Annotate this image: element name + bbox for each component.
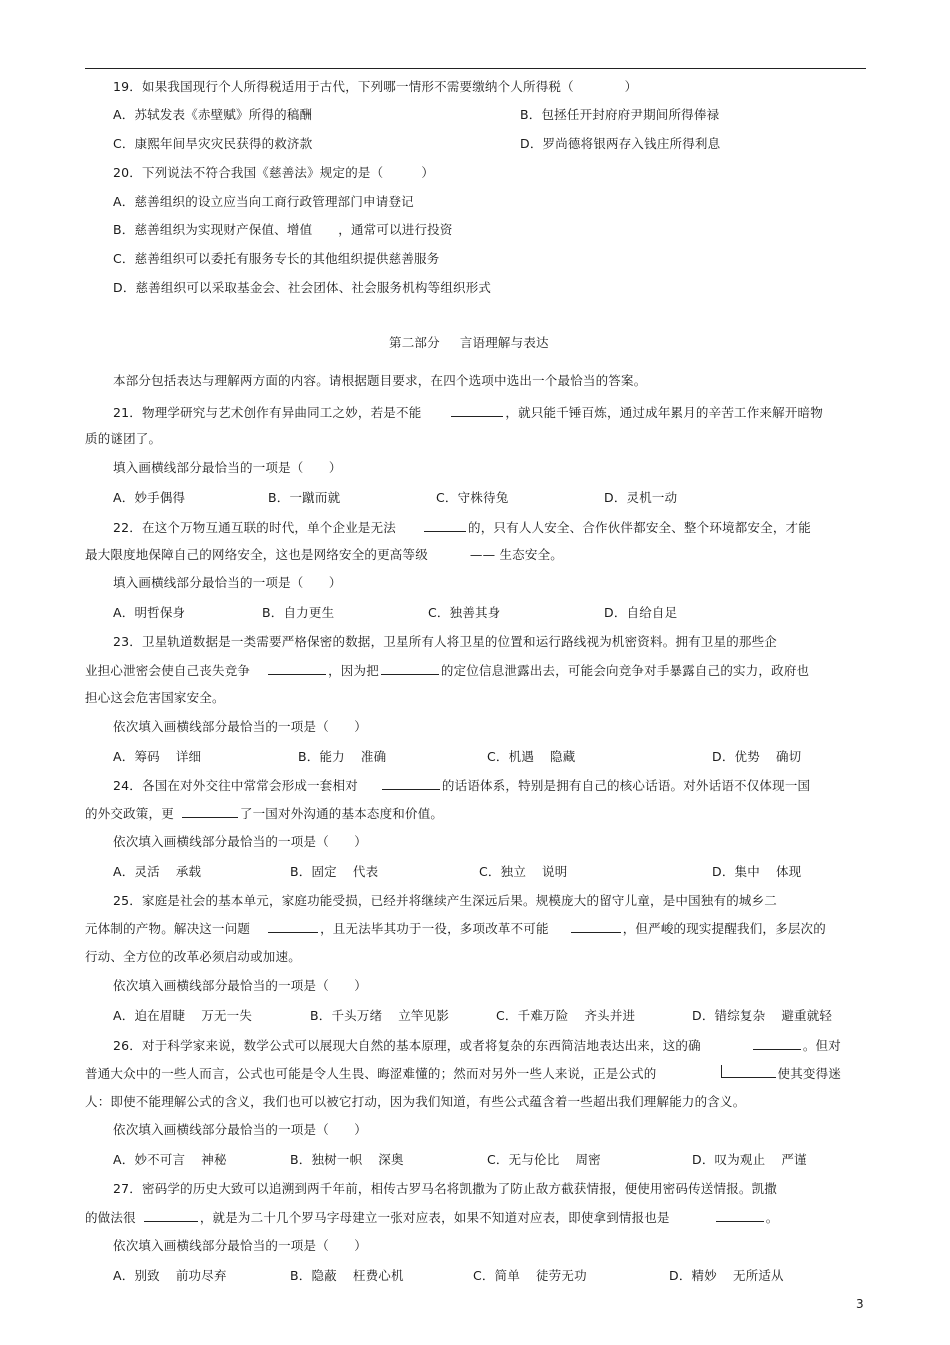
q27-option-a — [113, 1268, 227, 1284]
q26-c-word1: C．无与伦比 — [487, 1152, 560, 1167]
q22-text-2: 的，只有人人安全、合作伙伴都安全、整个环境都安全，才能 — [468, 520, 811, 535]
q20-stem: 20．下列说法不符合我国《慈善法》规定的是（ ） — [113, 165, 435, 180]
q27-text-2: 的做法很 — [85, 1210, 136, 1225]
q24-stem-line1 — [113, 777, 810, 794]
q22-blank — [424, 519, 466, 532]
q27-prompt: 依次填入画横线部分最恰当的一项是（ ） — [113, 1238, 368, 1253]
q24-d-word1: D．集中 — [712, 864, 760, 879]
q19-stem: 19．如果我国现行个人所得税适用于古代，下列哪一情形不需要缴纳个人所得税（ ） — [113, 79, 638, 94]
q26-prompt: 依次填入画横线部分最恰当的一项是（ ） — [113, 1122, 368, 1137]
q22-text-4: —— 生态安全。 — [469, 547, 563, 562]
q19-option-a: A．苏轼发表《赤壁赋》所得的稿酬 — [113, 107, 313, 122]
q20-option-a: A．慈善组织的设立应当向工商行政管理部门申请登记 — [113, 194, 414, 209]
q26-option-d — [692, 1152, 807, 1168]
q26-text-1: 26．对于科学家来说，数学公式可以展现大自然的基本原理，或者将复杂的东西简洁地表达出来，这的确 — [113, 1038, 701, 1053]
q26-blank-1 — [753, 1037, 801, 1050]
q24-blank-1 — [382, 777, 440, 790]
q26-c-word2: 周密 — [575, 1152, 601, 1167]
q25-a-word1: A．迫在眉睫 — [113, 1008, 186, 1023]
q20-option-b — [113, 222, 453, 238]
q25-text-4: ，但严峻的现实提醒我们，多层次的 — [622, 921, 826, 936]
q27-stem-line2 — [85, 1209, 778, 1226]
q26-a-word2: 神秘 — [201, 1152, 227, 1167]
q25-text-3: ，且无法毕其功于一役，多项改革不可能 — [320, 921, 549, 936]
q26-text-2: 。但对 — [802, 1038, 841, 1053]
q26-b-word2: 深奥 — [378, 1152, 404, 1167]
q21-text-2: ，就只能千锤百炼，通过成年累月的辛苦工作来解开暗物 — [505, 405, 823, 420]
q25-option-b — [310, 1008, 449, 1024]
q26-option-c — [487, 1152, 601, 1168]
q23-d-word2: 确切 — [775, 749, 802, 764]
q24-c-word1: C．独立 — [479, 864, 527, 879]
q27-blank-2 — [716, 1209, 764, 1222]
q23-d-word1: D．优势 — [712, 749, 760, 764]
section-title — [389, 335, 549, 351]
q22-option-c: C．独善其身 — [428, 605, 501, 620]
q23-blank-2 — [381, 662, 439, 675]
q19-option-d: D．罗尚德将银两存入钱庄所得利息 — [520, 136, 721, 151]
q24-text-2: 的话语体系，特别是拥有自己的核心话语。对外话语不仅体现一国 — [441, 778, 811, 793]
q24-c-word2: 说明 — [542, 864, 568, 879]
q22-stem-line2 — [85, 547, 563, 563]
q25-stem-line1: 25．家庭是社会的基本单元，家庭功能受损，已经并将继续产生深远后果。规模庞大的留守儿童，是中国独有的城乡二 — [113, 893, 778, 908]
q22-stem-line1 — [113, 519, 811, 536]
q27-stem-line1: 27．密码学的历史大致可以追溯到两千年前，相传古罗马名将凯撒为了防止敌方截获情报，便使用密码传送情报。凯撒 — [113, 1181, 778, 1196]
q23-text-4: 的定位信息泄露出去，可能会向竞争对手暴露自己的实力，政府也 — [440, 663, 810, 678]
q22-text-1: 22．在这个万物互通互联的时代，单个企业是无法 — [113, 520, 397, 535]
q26-text-4: 使其变得迷 — [777, 1066, 842, 1081]
q19-option-b: B．包拯任开封府府尹期间所得俸禄 — [520, 107, 720, 122]
q25-d-word1: D．错综复杂 — [692, 1008, 766, 1023]
page-number: 3 — [856, 1297, 864, 1311]
q24-text-4: 了一国对外沟通的基本态度和价值。 — [239, 806, 444, 821]
q26-d-word2: 严谨 — [781, 1152, 807, 1167]
q25-c-word1: C．千难万险 — [496, 1008, 569, 1023]
q23-stem-line3: 担心这会危害国家安全。 — [85, 690, 225, 705]
q25-option-d — [692, 1008, 832, 1024]
q27-b-word1: B．隐蔽 — [290, 1268, 337, 1283]
q25-option-c — [496, 1008, 635, 1024]
q23-c-word2: 隐藏 — [550, 749, 576, 764]
section-name: 言语理解与表达 — [459, 335, 549, 350]
q27-b-word2: 枉费心机 — [352, 1268, 404, 1283]
q25-a-word2: 万无一失 — [201, 1008, 253, 1023]
q23-option-a — [113, 749, 201, 765]
q23-c-word1: C．机遇 — [487, 749, 535, 764]
q21-stem-line2: 质的谜团了。 — [85, 431, 162, 446]
q23-option-d — [712, 749, 801, 765]
q23-b-word2: 准确 — [360, 749, 387, 764]
q21-text-1: 21．物理学研究与艺术创作有异曲同工之妙，若是不能 — [113, 405, 422, 420]
q24-b-word2: 代表 — [352, 864, 379, 879]
q23-prompt: 依次填入画横线部分最恰当的一项是（ ） — [113, 719, 368, 734]
q25-blank-1 — [268, 920, 318, 933]
q26-blank-2 — [721, 1065, 776, 1078]
q22-option-b: B．自力更生 — [262, 605, 335, 620]
q23-stem-line1: 23．卫星轨道数据是一类需要严格保密的数据，卫星所有人将卫星的位置和运行路线视为机密资料。拥有卫星的那些企 — [113, 634, 778, 649]
q26-d-word1: D．叹为观止 — [692, 1152, 766, 1167]
q25-b-word2: 立竿见影 — [398, 1008, 450, 1023]
q22-prompt: 填入画横线部分最恰当的一项是（ ） — [113, 575, 342, 590]
q23-option-b — [298, 749, 386, 765]
q24-text-1: 24．各国在对外交往中常常会形成一套相对 — [113, 778, 358, 793]
q22-option-d: D．自给自足 — [604, 605, 678, 620]
q23-stem-line2 — [85, 662, 809, 679]
q20-option-b-part2: ，通常可以进行投资 — [338, 222, 453, 237]
q27-option-d — [669, 1268, 784, 1284]
q24-option-a — [113, 864, 201, 880]
q27-a-word2: 前功尽弃 — [175, 1268, 227, 1283]
q27-c-word1: C．简单 — [473, 1268, 521, 1283]
q27-d-word2: 无所适从 — [732, 1268, 784, 1283]
q23-blank-1 — [268, 662, 326, 675]
q24-option-b — [290, 864, 378, 880]
q24-blank-2 — [182, 805, 238, 818]
q25-stem-line2 — [85, 920, 826, 937]
q23-text-3: ，因为把 — [328, 663, 379, 678]
q21-prompt: 填入画横线部分最恰当的一项是（ ） — [113, 460, 342, 475]
section-intro: 本部分包括表达与理解两方面的内容。请根据题目要求，在四个选项中选出一个最恰当的答案。 — [113, 373, 647, 388]
q26-stem-line1 — [113, 1037, 841, 1054]
q27-a-word1: A．别致 — [113, 1268, 160, 1283]
header-rule — [85, 68, 866, 69]
q26-a-word1: A．妙不可言 — [113, 1152, 186, 1167]
q24-text-3: 的外交政策，更 — [85, 806, 174, 821]
q24-d-word2: 体现 — [775, 864, 802, 879]
q19-option-c: C．康熙年间旱灾灾民获得的救济款 — [113, 136, 313, 151]
q24-a-word1: A．灵活 — [113, 864, 160, 879]
q27-text-3: ，就是为二十几个罗马字母建立一张对应表，如果不知道对应表，即使拿到情报也是 — [199, 1210, 670, 1225]
q24-b-word1: B．固定 — [290, 864, 337, 879]
q21-stem-line1 — [113, 404, 823, 421]
q27-blank-1 — [144, 1209, 198, 1222]
q27-text-4: 。 — [765, 1210, 779, 1225]
q25-stem-line3: 行动、全方位的改革必须启动或加速。 — [85, 949, 301, 964]
q21-option-a: A．妙手偶得 — [113, 490, 186, 505]
q26-option-a — [113, 1152, 227, 1168]
q26-b-word1: B．独树一帜 — [290, 1152, 363, 1167]
q21-option-b: B．一蹴而就 — [268, 490, 341, 505]
q23-a-word2: 详细 — [175, 749, 202, 764]
q20-option-c: C．慈善组织可以委托有服务专长的其他组织提供慈善服务 — [113, 251, 440, 266]
q26-stem-line3: 人：即使不能理解公式的含义，我们也可以被它打动，因为我们知道，有些公式蕴含着一些超出我们理解能力的含义。 — [85, 1094, 746, 1109]
q21-option-c: C．守株待兔 — [436, 490, 509, 505]
q23-text-2: 业担心泄密会使自己丧失竞争 — [85, 663, 251, 678]
q27-option-b — [290, 1268, 404, 1284]
q25-blank-2 — [571, 920, 621, 933]
q27-d-word1: D．精妙 — [669, 1268, 717, 1283]
q24-option-c — [479, 864, 567, 880]
q22-option-a: A．明哲保身 — [113, 605, 186, 620]
q24-a-word2: 承载 — [175, 864, 202, 879]
q26-text-3: 普通大众中的一些人而言，公式也可能是令人生畏、晦涩难懂的；然而对另外一些人来说，正是公式的 — [85, 1066, 657, 1081]
q24-prompt: 依次填入画横线部分最恰当的一项是（ ） — [113, 834, 368, 849]
q23-b-word1: B．能力 — [298, 749, 345, 764]
q27-option-c — [473, 1268, 587, 1284]
q24-option-d — [712, 864, 801, 880]
q24-stem-line2 — [85, 805, 443, 822]
q25-option-a — [113, 1008, 252, 1024]
q26-stem-line2 — [85, 1065, 841, 1082]
q23-a-word1: A．筹码 — [113, 749, 160, 764]
section-part: 第二部分 — [389, 335, 440, 350]
q20-option-d: D．慈善组织可以采取基金会、社会团体、社会服务机构等组织形式 — [113, 280, 492, 295]
q23-option-c — [487, 749, 575, 765]
q25-text-2: 元体制的产物。解决这一问题 — [85, 921, 251, 936]
q25-prompt: 依次填入画横线部分最恰当的一项是（ ） — [113, 978, 368, 993]
q21-blank — [451, 404, 503, 417]
q22-text-3: 最大限度地保障自己的网络安全，这也是网络安全的更高等级 — [85, 547, 428, 562]
q21-option-d: D．灵机一动 — [604, 490, 678, 505]
q25-d-word2: 避重就轻 — [781, 1008, 833, 1023]
q25-b-word1: B．千头万绪 — [310, 1008, 383, 1023]
q20-option-b-part1: B．慈善组织为实现财产保值、增值 — [113, 222, 313, 237]
q27-c-word2: 徒劳无功 — [536, 1268, 587, 1283]
q26-option-b — [290, 1152, 404, 1168]
q25-c-word2: 齐头并进 — [584, 1008, 636, 1023]
